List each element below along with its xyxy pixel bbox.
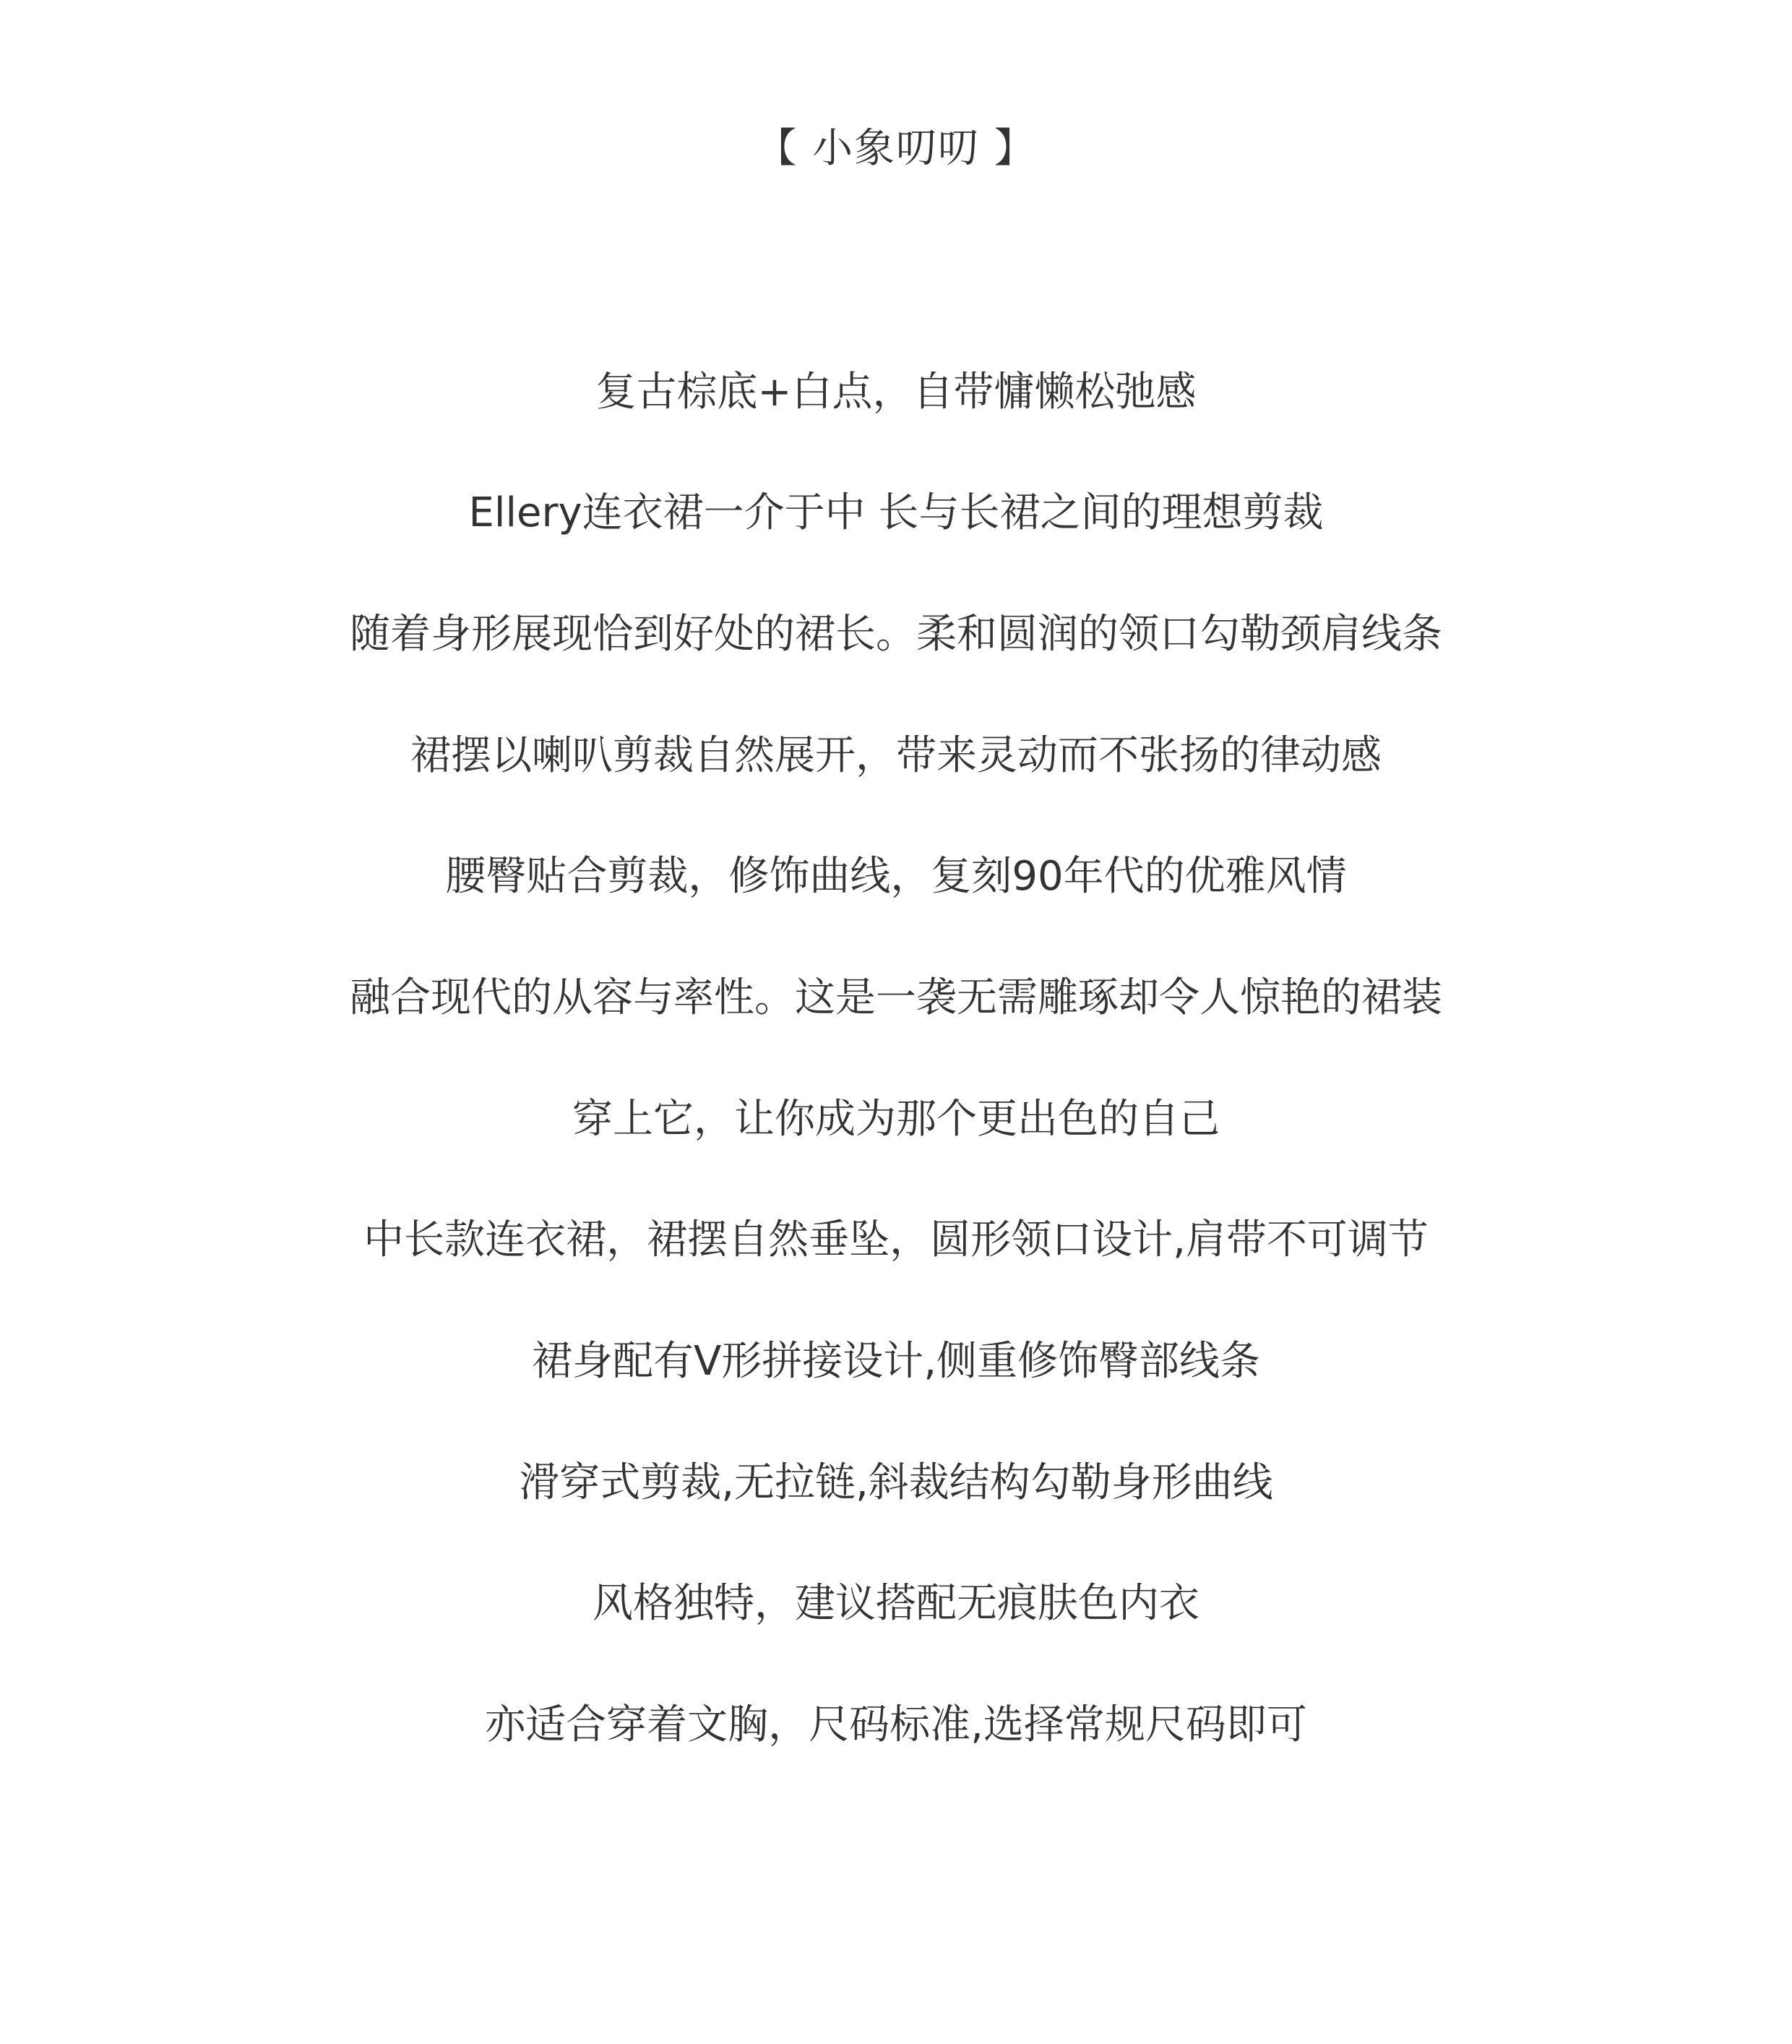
- description-line: 风格独特，建议搭配无痕肤色内衣: [593, 1580, 1199, 1627]
- description-line: 融合现代的从容与率性。这是一袭无需雕琢却令人惊艳的裙装: [350, 974, 1442, 1021]
- description-line: 复古棕底+白点，自带慵懒松弛感: [595, 369, 1197, 416]
- description-line: 裙身配有V形拼接设计,侧重修饰臀部线条: [531, 1338, 1261, 1385]
- description-line: 随着身形展现恰到好处的裙长。柔和圆润的领口勾勒颈肩线条: [350, 611, 1442, 658]
- description-line: 中长款连衣裙，裙摆自然垂坠，圆形领口设计,肩带不可调节: [363, 1216, 1429, 1263]
- description-line: 亦适合穿着文胸，尺码标准,选择常规尺码即可: [485, 1701, 1307, 1748]
- description-line: Ellery连衣裙一介于中 长与长裙之间的理想剪裁: [468, 489, 1324, 536]
- description-line: 裙摆以喇叭剪裁自然展开，带来灵动而不张扬的律动感: [410, 732, 1382, 779]
- description-line: 穿上它，让你成为那个更出色的自己: [572, 1096, 1220, 1143]
- description-line: 腰臀贴合剪裁，修饰曲线，复刻90年代的优雅风情: [445, 853, 1347, 900]
- description-line: 滑穿式剪裁,无拉链,斜裁结构勾勒身形曲线: [519, 1459, 1273, 1506]
- page-title: 【 小象叨叨 】: [756, 125, 1036, 172]
